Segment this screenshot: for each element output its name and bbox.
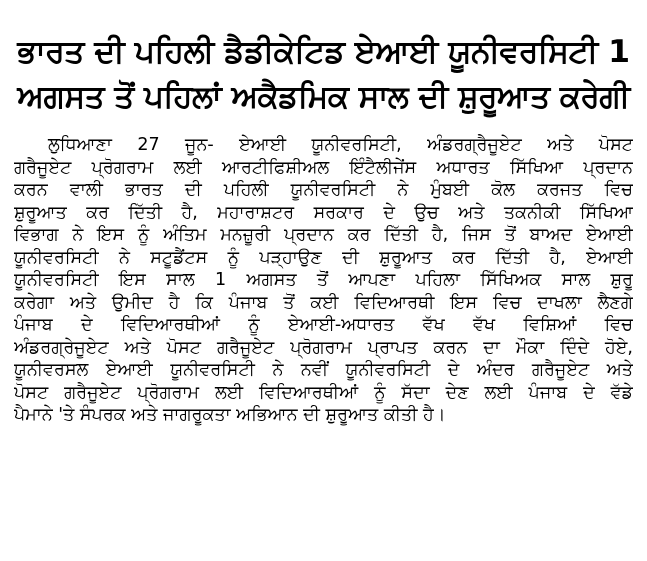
body-line: ਯੂਨੀਵਰਸਿਟੀ ਇਸ ਸਾਲ 1 ਅਗਸਤ ਤੋਂ ਆਪਣਾ ਪਹਿਲਾ ਸਿੱਖਿਅਕ ਸਾਲ ਸ਼ੁਰੂ (14, 270, 633, 290)
body-line: ਯੂਨੀਵਰਸਿਟੀ ਨੇ ਸਟੂਡੈਂਟਸ ਨੂੰ ਪੜ੍ਹਾਉਣ ਦੀ ਸ਼ੁਰੂਆਤ ਕਰ ਦਿੱਤੀ ਹੈ, ਏਆਈ (14, 247, 633, 268)
body-line: ਸ਼ੁਰੂਆਤ ਕਰ ਦਿੱਤੀ ਹੈ, ਮਹਾਰਾਸ਼ਟਰ ਸਰਕਾਰ ਦੇ ਉਚ ਅਤੇ ਤਕਨੀਕੀ ਸਿੱਖਿਆ (14, 202, 633, 223)
body-line: ਗਰੈਜੂਏਟ ਪ੍ਰੋਗਰਾਮ ਲਈ ਆਰਟੀਫਿਸ਼ੀਅਲ ਇੰਟੈਲੀਜੇਂਸ ਅਧਾਰਤ ਸਿੱਖਿਆ ਪ੍ਰਦਾਨ (14, 157, 633, 178)
body-line: ਪੰਜਾਬ ਦੇ ਵਿਦਿਆਰਥੀਆਂ ਨੂੰ ਏਆਈ-ਅਧਾਰਤ ਵੱਖ ਵੱਖ ਵਿਸ਼ਿਆਂ ਵਿਚ (14, 315, 633, 335)
headline (14, 30, 633, 120)
article-body (14, 134, 633, 427)
body-line: ਕਰਨ ਵਾਲੀ ਭਾਰਤ ਦੀ ਪਹਿਲੀ ਯੂਨੀਵਰਸਿਟੀ ਨੇ ਮੁੰਬਈ ਕੋਲ ਕਰਜਤ ਵਿਚ (14, 180, 633, 200)
body-line: ਪੈਮਾਨੇ 'ਤੇ ਸੰਪਰਕ ਅਤੇ ਜਾਗਰੂਕਤਾ ਅਭਿਆਨ ਦੀ ਸ਼ੁਰੂਆਤ ਕੀਤੀ ਹੈ। (14, 405, 446, 425)
body-line: ਅੰਡਰਗ੍ਰੇਜੂਏਟ ਅਤੇ ਪੋਸਟ ਗਰੈਜੂਏਟ ਪ੍ਰੋਗਰਾਮ ਪ੍ਰਾਪਤ ਕਰਨ ਦਾ ਮੌਕਾ ਦਿੰਦੇ ਹੋਏ, (14, 337, 633, 358)
body-line: ਪੋਸਟ ਗਰੈਜੂਏਟ ਪ੍ਰੋਗਰਾਮ ਲਈ ਵਿਦਿਆਰਥੀਆਂ ਨੂੰ ਸੱਦਾ ਦੇਣ ਲਈ ਪੰਜਾਬ ਦੇ ਵੱਡੇ (14, 382, 633, 403)
body-line: ਕਰੇਗਾ ਅਤੇ ਉਮੀਦ ਹੈ ਕਿ ਪੰਜਾਬ ਤੋਂ ਕਈ ਵਿਦਿਆਰਥੀ ਇਸ ਵਿਚ ਦਾਖਲਾ ਲੈਣਗੇ (14, 292, 633, 313)
body-line: ਲੁਧਿਆਣਾ 27 ਜੂਨ- ਏਆਈ ਯੂਨੀਵਰਸਿਟੀ, ਅੰਡਰਗ੍ਰੈਜੂਏਟ ਅਤੇ ਪੋਸਟ (48, 135, 633, 155)
body-line: ਵਿਭਾਗ ਨੇ ਇਸ ਨੂੰ ਅੰਤਿਮ ਮਨਜ਼ੂਰੀ ਪ੍ਰਦਾਨ ਕਰ ਦਿੱਤੀ ਹੈ, ਜਿਸ ਤੋਂ ਬਾਅਦ ਏਆਈ (14, 225, 633, 245)
body-line: ਯੂਨੀਵਰਸਲ ਏਆਈ ਯੂਨੀਵਰਸਿਟੀ ਨੇ ਨਵੀਂ ਯੂਨੀਵਰਸਿਟੀ ਦੇ ਅੰਦਰ ਗਰੈਜੂਏਟ ਅਤੇ (14, 360, 633, 380)
headline-line: ਭਾਰਤ ਦੀ ਪਹਿਲੀ ਡੈਡੀਕੇਟਿਡ ਏਆਈ ਯੂਨੀਵਰਸਿਟੀ 1 (17, 34, 630, 70)
headline-line: ਅਗਸਤ ਤੋਂ ਪਹਿਲਾਂ ਅਕੈਡਮਿਕ ਸਾਲ ਦੀ ਸ਼ੁਰੂਆਤ ਕਰੇਗੀ (17, 79, 630, 115)
